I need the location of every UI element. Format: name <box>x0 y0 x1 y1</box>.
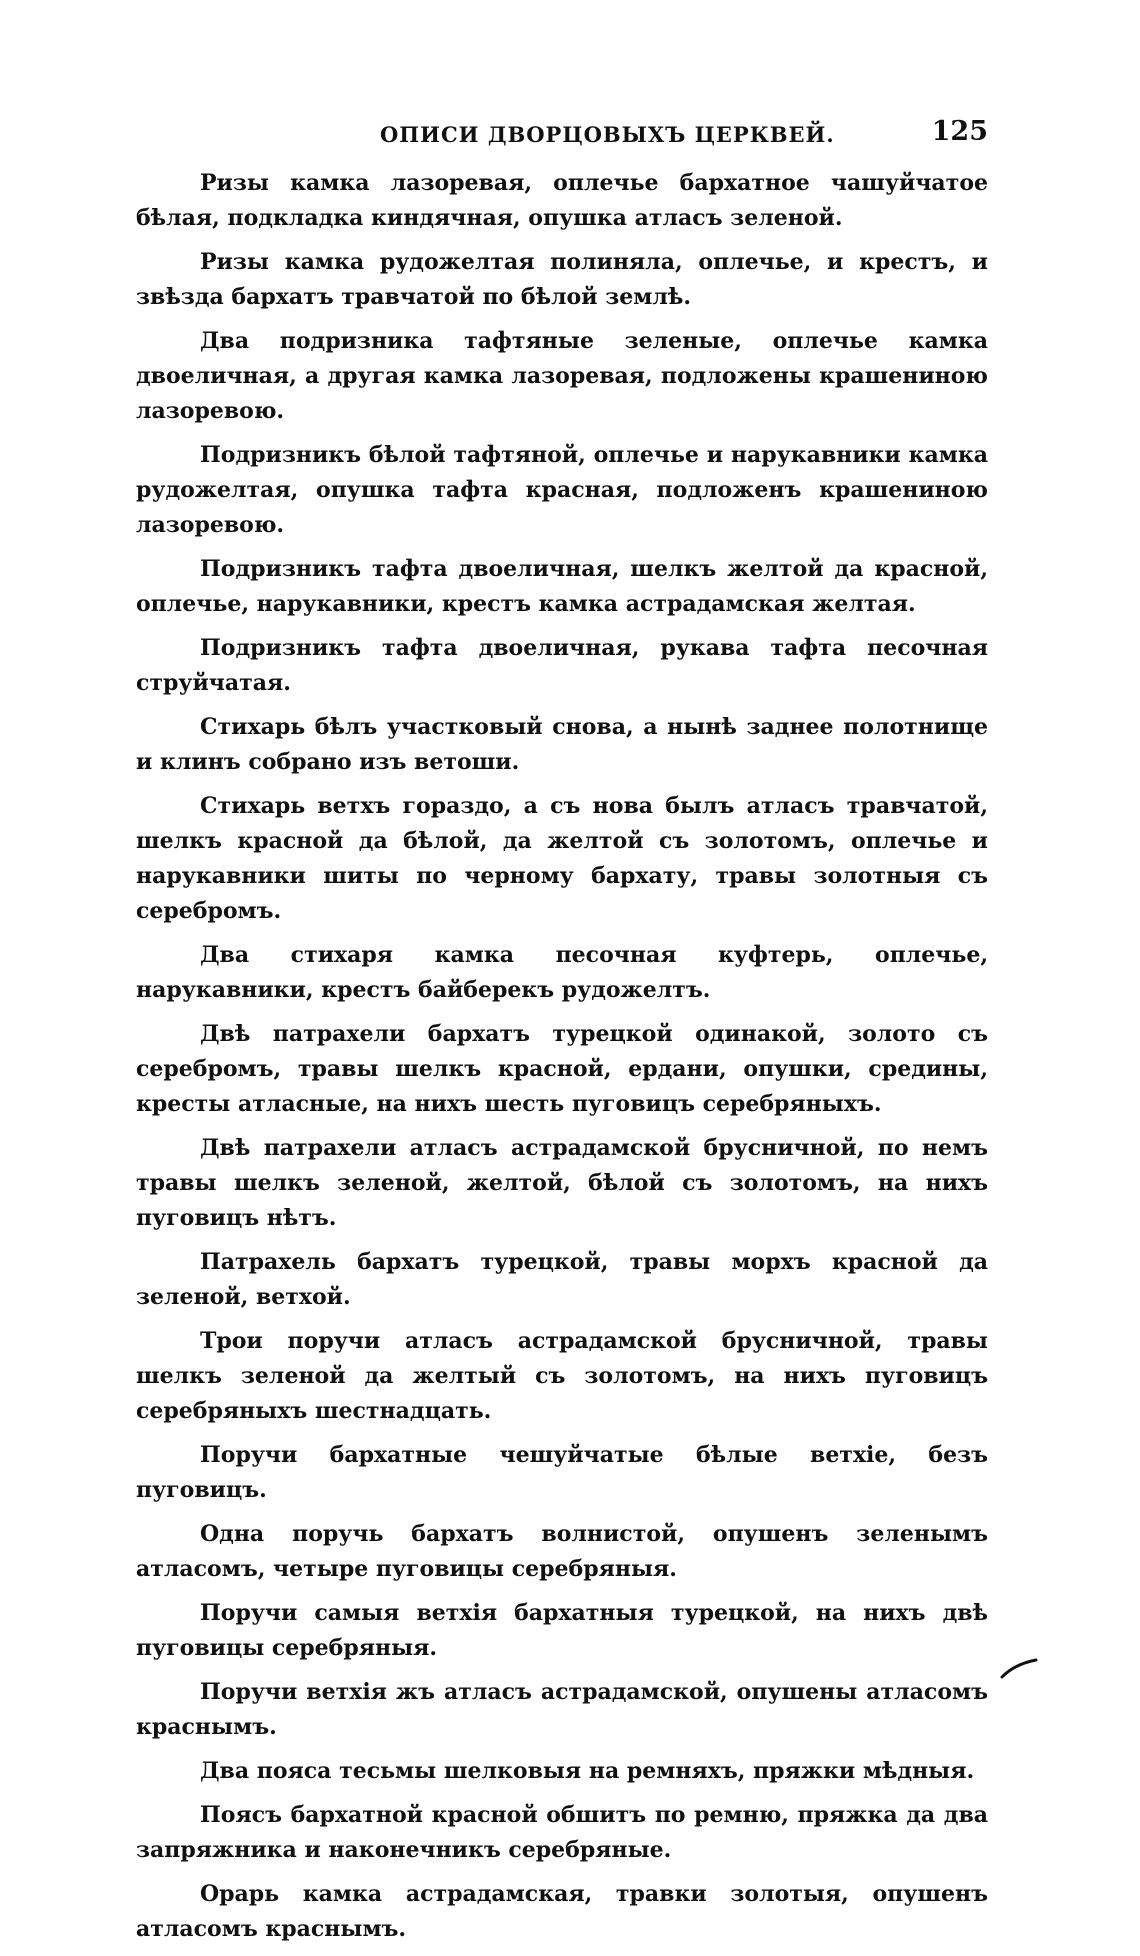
body-text <box>136 166 988 1956</box>
paragraph: Подризникъ тафта двоеличная, рукава тафта песочная струйчатая. <box>136 635 988 696</box>
paragraph: Одна поручь бархатъ волнистой, опушенъ зеленымъ атласомъ, четыре пуговицы серебряныя. <box>136 1521 988 1582</box>
paragraph: Трои поручи атласъ астрадамской брусничной, травы шелкъ зеленой да желтый съ золотомъ, на нихъ пуговицъ серебряныхъ шестнадцать. <box>136 1328 988 1424</box>
paragraph: Патрахель бархатъ турецкой, травы морхъ красной да зеленой, ветхой. <box>136 1249 988 1310</box>
paragraph: Двѣ патрахели бархатъ турецкой одинакой, золото съ серебромъ, травы шелкъ красной, ердани, опушки, средины, кресты атласные, на нихъ шесть пуговицъ серебряныхъ. <box>136 1021 988 1117</box>
paragraph: Подризникъ тафта двоеличная, шелкъ желтой да красной, оплечье, нарукавники, крестъ камка астрадамская желтая. <box>136 556 988 617</box>
paragraph: Два стихаря камка песочная куфтерь, оплечье, нарукавники, крестъ байберекъ рудожелтъ. <box>136 942 988 1003</box>
paragraph: Поясъ бархатной красной обшитъ по ремню, пряжка да два запряжника и наконечникъ серебряные. <box>136 1802 988 1863</box>
paragraph: Два пояса тесьмы шелковыя на ремняхъ, пряжки мѣдныя. <box>200 1758 975 1784</box>
paragraph: Два подризника тафтяные зеленые, оплечье камка двоеличная, а другая камка лазоревая, подложены крашениною лазоревою. <box>136 328 988 424</box>
paragraph: Поручи самыя ветхія бархатныя турецкой, на нихъ двѣ пуговицы серебряныя. <box>136 1600 988 1661</box>
page-header <box>136 116 988 156</box>
paragraph: Стихарь бѣлъ участковый снова, а нынѣ заднее полотнище и клинъ собрано изъ ветоши. <box>136 714 988 775</box>
paragraph: Поручи ветхія жъ атласъ астрадамской, опушены атласомъ краснымъ. <box>136 1679 988 1740</box>
paragraph: Двѣ патрахели атласъ астрадамской брусничной, по немъ травы шелкъ зеленой, желтой, бѣлой съ золотомъ, на нихъ пуговицъ нѣтъ. <box>136 1135 988 1231</box>
paragraph: Стихарь ветхъ гораздо, а съ нова былъ атласъ травчатой, шелкъ красной да бѣлой, да желтой съ золотомъ, оплечье и нарукавники шиты по черному бархату, травы золотныя съ серебромъ. <box>136 793 988 924</box>
ink-stroke-mark <box>1000 1655 1040 1680</box>
page-number: 125 <box>931 116 988 147</box>
paragraph: Орарь камка астрадамская, травки золотыя, опушенъ атласомъ краснымъ. <box>136 1881 988 1942</box>
running-head: ОПИСИ ДВОРЦОВЫХЪ ЦЕРКВЕЙ. <box>380 122 835 147</box>
paragraph: Ризы камка лазоревая, оплечье бархатное чашуйчатое бѣлая, подкладка киндячная, опушка атласъ зеленой. <box>136 170 988 231</box>
paragraph: Поручи бархатные чешуйчатые бѣлые ветхіе, безъ пуговицъ. <box>136 1442 988 1503</box>
paragraph: Ризы камка рудожелтая полиняла, оплечье, и крестъ, и звѣзда бархатъ травчатой по бѣлой землѣ. <box>136 249 988 310</box>
paragraph: Подризникъ бѣлой тафтяной, оплечье и нарукавники камка рудожелтая, опушка тафта красная, подложенъ крашениною лазоревою. <box>136 442 988 538</box>
